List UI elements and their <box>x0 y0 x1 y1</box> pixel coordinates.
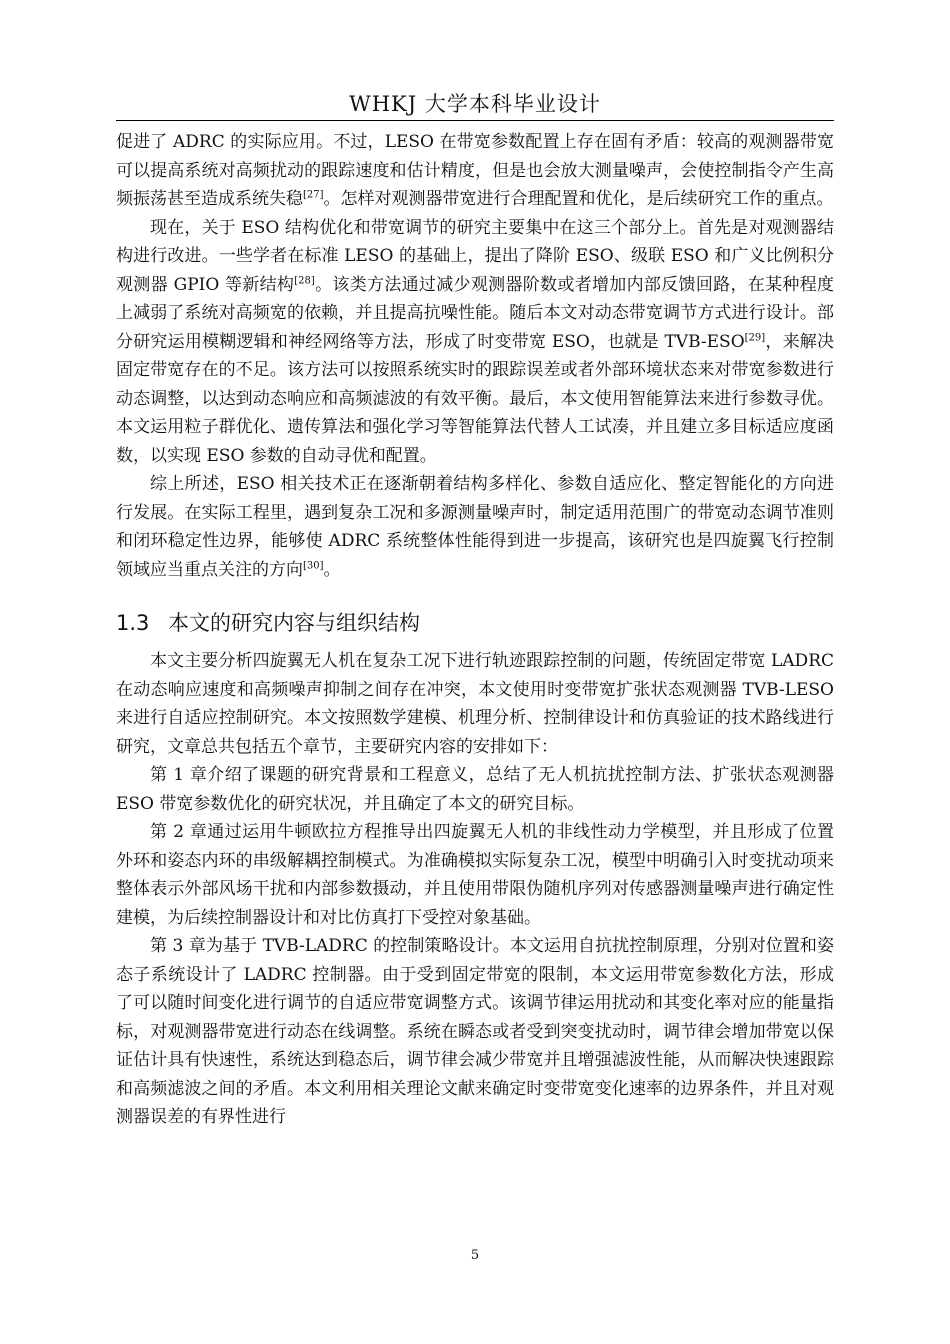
paragraph-text: ，来解决固定带宽存在的不足。该方法可以按照系统实时的跟踪误差或者外部环境状态来对带宽参数进行动态调整，以达到动态响应和高频滤波的有效平衡。最后，本文使用智能算法来进行参数寻优。本文运用粒子群优化、遗传算法和强化学习等智能算法代替人工试凑，并且建立多目标适应度函数，以实现 ESO 参数的自动寻优和配置。 <box>116 331 835 466</box>
body-paragraph <box>116 932 834 1132</box>
header-title: WHKJ 大学本科毕业设计 <box>349 92 601 116</box>
citation-ref: [30] <box>303 559 324 571</box>
page-header <box>116 88 834 121</box>
paragraph-text: 本文主要分析四旋翼无人机在复杂工况下进行轨迹跟踪控制的问题，传统固定带宽 LADRC 在动态响应速度和高频噪声抑制之间存在冲突，本文使用时变带宽扩张状态观测器 TVB-LESO 来进行自适应控制研究。本文按照数学建模、机理分析、控制律设计和仿真验证的技术路线进行研究，文章总共包括五个章节，主要研究内容的安排如下： <box>116 651 834 757</box>
paragraph-text: 现在，关于 ESO 结构优化和带宽调节的研究主要集中在这三个部分上。首先是对观测器结构进行改进。一些学者在标准 LESO 的基础上，提出了降阶 ESO、级联 ESO 和广义比例积分观测器 GPIO 等新结构 <box>116 217 834 295</box>
body-paragraph <box>116 214 834 471</box>
body-paragraph <box>116 647 834 761</box>
paragraph-text: 综上所述，ESO 相关技术正在逐渐朝着结构多样化、参数自适应化、整定智能化的方向进行发展。在实际工程里，遇到复杂工况和多源测量噪声时，制定适用范围广的带宽动态调节准则和闭环稳定性边界，能够使 ADRC 系统整体性能得到进一步提高，该研究也是四旋翼飞行控制领域应当重点关注的方向 <box>116 474 834 580</box>
section-heading <box>116 607 834 639</box>
paragraph-text: 第 2 章通过运用牛顿欧拉方程推导出四旋翼无人机的非线性动力学模型，并且形成了位置外环和姿态内环的串级解耦控制模式。为准确模拟实际复杂工况，模型中明确引入时变扰动项来整体表示外部风场干扰和内部参数摄动，并且使用带限伪随机序列对传感器测量噪声进行确定性建模，为后续控制器设计和对比仿真打下受控对象基础。 <box>116 822 834 928</box>
citation-ref: [28] <box>294 274 315 286</box>
page-body <box>116 128 834 1132</box>
citation-ref: [27] <box>303 189 324 201</box>
paragraph-text: 。 <box>323 559 341 580</box>
paragraph-text: 。该类方法通过减少观测器阶数或者增加内部反馈回路，在某种程度上减弱了系统对高频宽的依赖，并且提高抗噪性能。随后本文对动态带宽调节方式进行设计。部分研究运用模糊逻辑和神经网络等方法，形成了时变带宽 ESO，也就是 TVB-ESO <box>116 274 834 352</box>
section-title: 本文的研究内容与组织结构 <box>168 611 420 635</box>
paragraph-text: 第 3 章为基于 TVB-LADRC 的控制策略设计。本文运用自抗扰控制原理，分别对位置和姿态子系统设计了 LADRC 控制器。由于受到固定带宽的限制，本文运用带宽参数化方法，形成了可以随时间变化进行调节的自适应带宽调整方式。该调节律运用扰动和其变化率对应的能量指标，对观测器带宽进行动态在线调整。系统在瞬态或者受到突变扰动时，调节律会增加带宽以保证估计具有快速性，系统达到稳态后，调节律会减少带宽并且增强滤波性能，从而解决快速跟踪和高频滤波之间的矛盾。本文利用相关理论文献来确定时变带宽变化速率的边界条件，并且对观测器误差的有界性进行 <box>116 936 834 1127</box>
paragraph-text: 促进了 ADRC 的实际应用。不过，LESO 在带宽参数配置上存在固有矛盾：较高的观测器带宽可以提高系统对高频扰动的跟踪速度和估计精度，但是也会放大测量噪声，会使控制指令产生高频振荡甚至造成系统失稳 <box>116 132 834 209</box>
body-paragraph <box>116 128 834 214</box>
body-paragraph <box>116 761 834 818</box>
paragraph-text: 。怎样对观测器带宽进行合理配置和优化，是后续研究工作的重点。 <box>323 189 834 209</box>
paragraphs-after-section <box>116 647 834 1132</box>
citation-ref: [29] <box>744 331 766 343</box>
body-paragraph <box>116 470 834 584</box>
section-number: 1.3 <box>116 611 150 635</box>
paragraphs-before-section <box>116 128 834 584</box>
paragraph-text: 第 1 章介绍了课题的研究背景和工程意义，总结了无人机抗扰控制方法、扩张状态观测器 ESO 带宽参数优化的研究状况，并且确定了本文的研究目标。 <box>116 765 834 814</box>
page-number: 5 <box>470 1248 480 1263</box>
body-paragraph <box>116 818 834 932</box>
